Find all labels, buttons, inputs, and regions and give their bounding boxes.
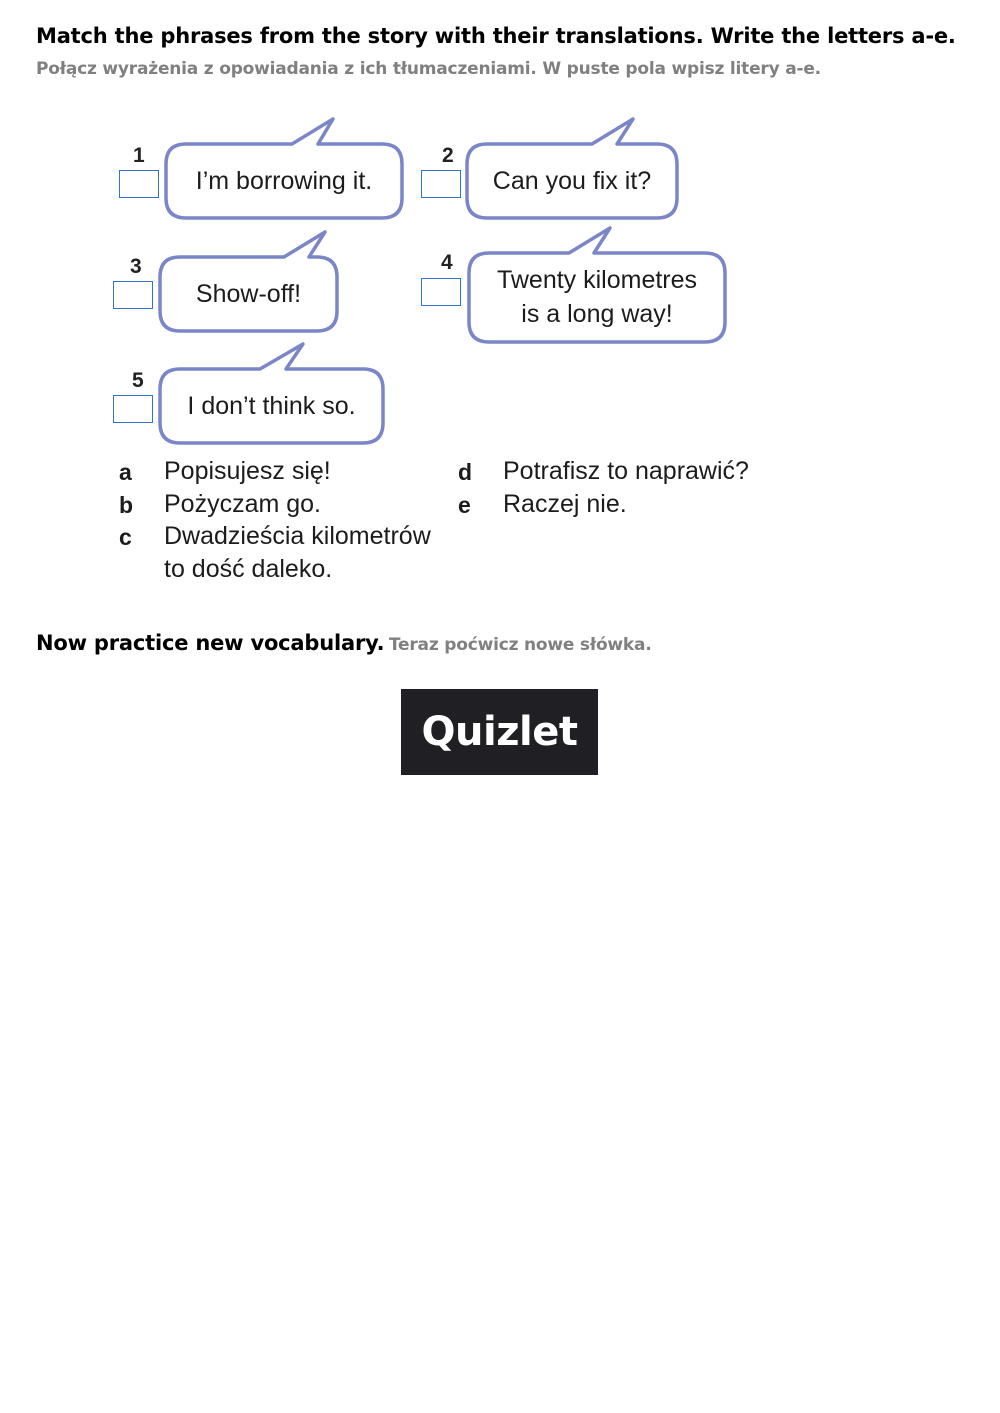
answer-box-3[interactable] <box>113 281 153 309</box>
translation-e-text: Raczej nie. <box>503 490 627 518</box>
practice-sub-text: Teraz poćwicz nowe słówka. <box>388 635 652 655</box>
instructions-subtitle: Połącz wyrażenia z opowiadania z ich tłumaczeniami. W puste pola wpisz litery a-e. <box>36 59 821 79</box>
translation-b-letter: b <box>119 492 134 518</box>
phrase-5-text: I don’t think so. <box>187 392 356 420</box>
translation-c-text-line-1: Dwadzieścia kilometrów <box>164 522 431 550</box>
translation-c-letter: c <box>119 524 132 550</box>
phrase-5-number: 5 <box>132 369 144 392</box>
practice-heading <box>36 631 652 655</box>
answer-box-2[interactable] <box>421 170 461 198</box>
phrase-1-text: I’m borrowing it. <box>195 167 373 195</box>
phrase-2-number: 2 <box>442 144 454 167</box>
speech-bubbles <box>0 0 1000 460</box>
instructions-title: Match the phrases from the story with their translations. Write the letters a-e. <box>36 24 956 48</box>
phrase-3-text: Show-off! <box>195 280 302 308</box>
phrase-1-number: 1 <box>133 144 145 167</box>
quizlet-logo-label: Quizlet <box>421 709 578 755</box>
translation-d-letter: d <box>458 459 473 485</box>
phrase-2-text: Can you fix it? <box>492 167 652 195</box>
phrase-3-number: 3 <box>130 255 142 278</box>
translation-c-text-line-2: to dość daleko. <box>164 555 333 583</box>
answer-box-5[interactable] <box>113 395 153 423</box>
practice-main-text: Now practice new vocabulary. <box>36 631 385 655</box>
quizlet-button[interactable] <box>401 689 598 775</box>
translation-b-text: Pożyczam go. <box>164 490 322 518</box>
translation-e-letter: e <box>458 492 471 518</box>
phrase-4-number: 4 <box>441 251 453 274</box>
phrase-4-text-line-2: is a long way! <box>521 300 673 328</box>
translation-a-letter: a <box>119 459 132 485</box>
translation-d-text: Potrafisz to naprawić? <box>503 457 749 485</box>
phrase-4-text-line-1: Twenty kilometres <box>496 266 698 294</box>
answer-box-4[interactable] <box>421 278 461 306</box>
answer-box-1[interactable] <box>119 170 159 198</box>
translation-a-text: Popisujesz się! <box>164 457 331 485</box>
